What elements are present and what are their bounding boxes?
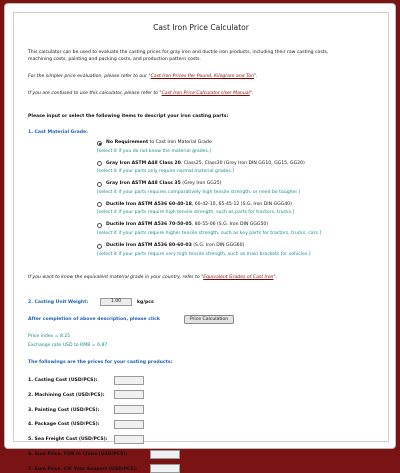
result-field-1[interactable]	[114, 376, 144, 385]
material-option-hint: [select it if your parts require high tensile strength, such as parts for tractors, trucks.]	[97, 210, 295, 216]
material-radio-4[interactable]	[97, 223, 102, 228]
result-field-4[interactable]	[114, 420, 144, 429]
simpler-prices-link[interactable]: Cast Iron Prices Per Pound, Kilogram and Ton	[150, 74, 254, 79]
result-field-5[interactable]	[114, 435, 144, 444]
material-option-title: Gray Iron ASTM A48 Class 20	[106, 160, 181, 166]
calc-prompt: After completion of above description, please click	[28, 317, 160, 322]
material-option-0[interactable]	[106, 140, 212, 146]
user-manual-link[interactable]: Cast Iron Price Calculator User Manual	[161, 91, 250, 96]
result-field-7[interactable]	[150, 464, 180, 473]
intro-line-2: machining costs, painting and packing costs, and production pattern costs.	[28, 57, 201, 62]
material-option-hint: [select it if your parts requires comparatively high tensile strength, or need be tougher.]	[97, 189, 301, 195]
equiv-suffix: ".	[273, 275, 278, 280]
simpler-suffix: ".	[254, 74, 258, 79]
result-label-7: 7. Sum Price, CIF Your Seaport (USD/PCS):	[28, 466, 138, 472]
material-option-detail: , 80-55-06 (S.G. Iron DIN GGG50)	[191, 222, 269, 228]
material-option-detail: (S.G. Iron DIN GGG60)	[191, 243, 245, 248]
material-radio-2[interactable]	[97, 182, 102, 187]
material-radio-1[interactable]	[97, 161, 102, 166]
material-option-4[interactable]	[106, 222, 268, 228]
weight-label: 2. Casting Unit Weight:	[28, 300, 89, 305]
material-option-title: Gray Iron ASTM A48 Class 35	[106, 181, 181, 187]
manual-note	[28, 91, 253, 97]
equiv-note	[28, 275, 277, 281]
result-field-6[interactable]	[150, 450, 180, 459]
equiv-prefix: If you want to know the equivalent material grade in your country, refer to "	[28, 275, 204, 280]
page-frame	[4, 3, 396, 472]
price-index: Price index = 8.25	[28, 334, 71, 339]
result-field-2[interactable]	[114, 390, 144, 399]
manual-suffix: ".	[249, 91, 254, 96]
material-option-1[interactable]	[106, 161, 305, 167]
material-option-hint: [select it if your parts require higher tensile strength, such as key parts for tractors, trucks, cars.]	[97, 230, 322, 236]
material-radio-5[interactable]	[97, 244, 102, 249]
weight-input[interactable]: 1.00	[100, 298, 132, 306]
material-option-detail: , 60-42-10, 65-45-12 (S.G. Iron DIN GGG40)	[191, 201, 292, 207]
material-option-title: Ductile Iron ASTM A536 60-40-18	[106, 201, 192, 207]
result-label-5: 5. Sea Freight Cost (USD/PCS):	[28, 437, 108, 443]
result-label-2: 2. Machining Cost (USD/PCS):	[28, 392, 105, 398]
material-option-hint: [select it if you do not know the material grades.]	[97, 148, 212, 154]
simpler-prefix: For the simpler price evaluation, please refer to our "	[28, 74, 151, 79]
intro-line-1: This calculator can be used to evaluate the casting prices for gray iron and ductile iron products, including their raw casting costs,	[28, 50, 329, 55]
result-label-6: 6. Sum Price, FOB in China (USD/PCS):	[28, 452, 128, 457]
material-option-title: Ductile Iron ASTM A536 80-60-03	[106, 243, 192, 248]
exchange-rate: Exchange rate USD to RMB = 6.87	[28, 343, 108, 348]
material-option-2[interactable]	[106, 181, 222, 187]
content-panel	[13, 12, 389, 472]
equivalent-grades-link[interactable]: Equivalent Grades of Cast Iron	[203, 275, 274, 280]
result-label-4: 4. Package Cost (USD/PCS):	[28, 422, 100, 428]
material-option-detail: (Grey Iron GG25)	[180, 181, 222, 187]
material-option-hint: [select it if your parts require very high tensile strength, such as main brackets for vehicles.]	[97, 251, 311, 257]
material-option-3[interactable]	[106, 202, 292, 208]
result-field-3[interactable]	[114, 405, 144, 414]
material-radio-3[interactable]	[97, 202, 102, 207]
weight-unit: kg/pcs	[137, 300, 154, 305]
material-option-5[interactable]	[106, 243, 244, 249]
material-option-detail: to Cast Iron Material Grade	[148, 140, 212, 145]
result-label-1: 1. Casting Cost (USD/PCS):	[28, 378, 98, 383]
results-heading: The followings are the prices for your casting products:	[28, 360, 173, 365]
result-label-3: 3. Painting Cost (USD/PCS):	[28, 407, 100, 413]
material-label: 1. Cast Material Grade:	[28, 130, 89, 135]
material-option-detail: , Class25, Class30 (Grey Iron DIN GG10, GG15, GG20)	[180, 160, 305, 166]
price-calculation-button[interactable]: Price Calculation	[184, 315, 234, 324]
page-title: Cast Iron Price Calculator	[153, 23, 249, 32]
material-option-title: Ductile Iron ASTM A536 70-50-05	[106, 222, 192, 228]
material-option-hint: [select it if your parts only require normal material grades.]	[97, 169, 235, 175]
material-radio-0[interactable]	[97, 141, 102, 146]
instruction-text: Please input or select the following items to descript your iron casting parts:	[28, 114, 229, 119]
simpler-note	[28, 74, 258, 80]
manual-prefix: If you are confused to use this calculator, please refer to "	[28, 91, 162, 96]
material-option-title: No Requirement	[106, 140, 149, 145]
